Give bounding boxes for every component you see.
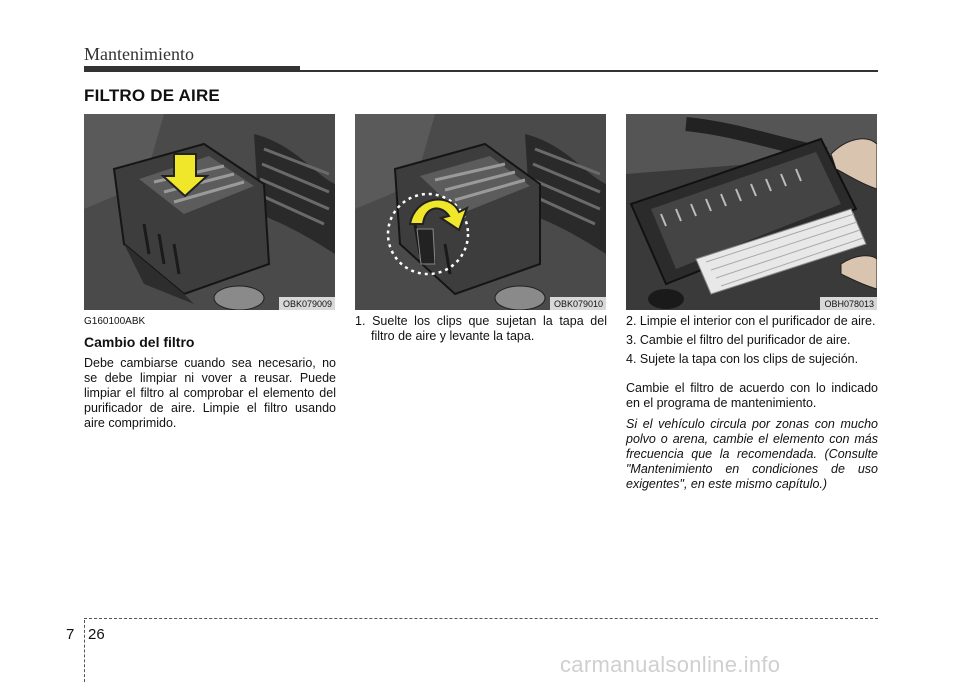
page-title: FILTRO DE AIRE: [84, 86, 220, 105]
step-item: 2. Limpie el interior con el purificador de aire.: [626, 314, 876, 328]
chapter-number: 7: [66, 626, 75, 643]
photo-air-filter-cover: [84, 114, 335, 310]
page-number: 26: [88, 626, 105, 643]
photo-release-clips: [355, 114, 606, 310]
engine-bay-illustration: [84, 114, 335, 310]
step-item: 4. Sujete la tapa con los clips de sujeción.: [626, 352, 859, 366]
filter-replacement-illustration: [626, 114, 877, 310]
section-title: Mantenimiento: [84, 44, 194, 64]
watermark: carmanualsonline.info: [560, 652, 781, 677]
middle-column: [355, 314, 607, 348]
document-code: G160100ABK: [84, 316, 146, 327]
image-code: OBK079010: [550, 297, 606, 310]
right-column: [626, 314, 878, 492]
image-code: OBH078013: [820, 297, 877, 310]
step-item: 1. Suelte los clips que sujetan la tapa del filtro de aire y levante la tapa.: [355, 314, 607, 343]
body-paragraph: Debe cambiarse cuando sea necesario, no se debe limpiar ni vover a reusar. Puede limpiar el filtro al comprobar el elemento del purificador de aire. Limpie el filtro usando aire comprimido.: [84, 356, 336, 430]
image-code: OBK079009: [279, 297, 335, 310]
footer-rule: [84, 618, 878, 619]
italic-note: Si el vehículo circula por zonas con mucho polvo o arena, cambie el elemento con más frecuencia que la recomendada. (Consulte "Mantenimiento en condiciones de uso exigentes", en este mismo capítulo.): [626, 417, 878, 491]
header-bar: [84, 66, 300, 72]
step-item: 3. Cambie el filtro del purificador de aire.: [626, 333, 851, 347]
photo-replace-filter: [626, 114, 877, 310]
engine-bay-illustration: [355, 114, 606, 310]
footer-divider: [84, 620, 85, 682]
body-paragraph: Cambie el filtro de acuerdo con lo indicado en el programa de mantenimiento.: [626, 381, 878, 410]
header-rule: [300, 70, 878, 72]
left-column: [84, 314, 336, 431]
subheading: Cambio del filtro: [84, 334, 195, 350]
